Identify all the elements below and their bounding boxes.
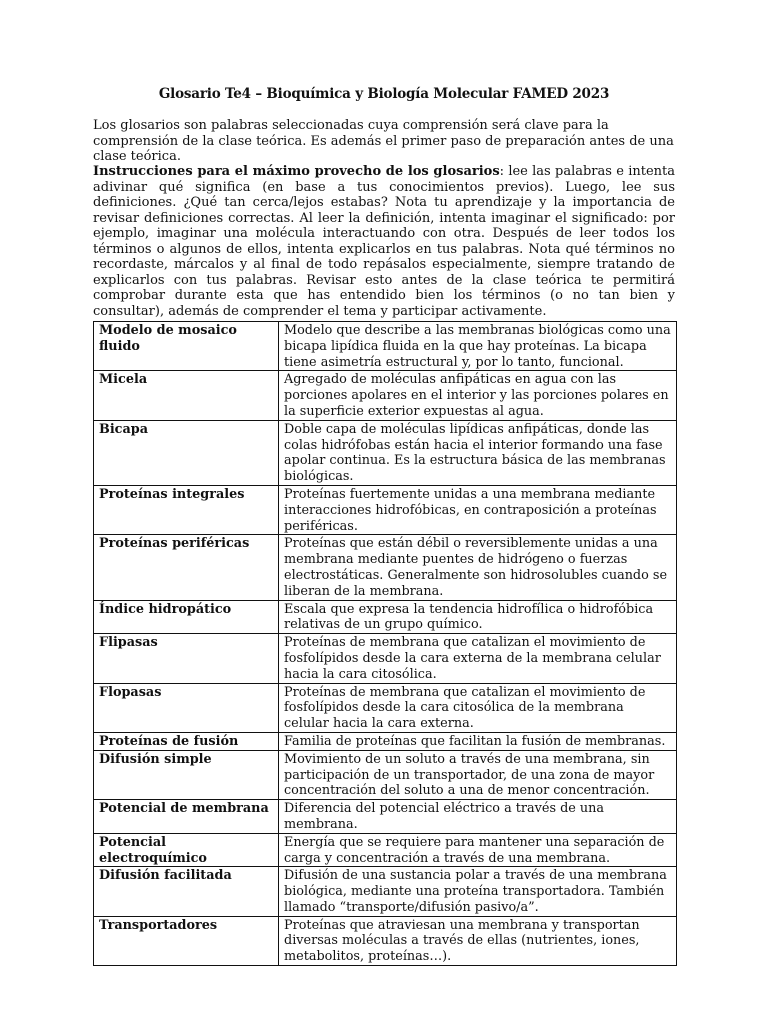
glossary-row	[94, 420, 677, 485]
glossary-definition: Agregado de moléculas anfipáticas en agua con las porciones apolares en el interior y las porciones polares en la superficie exterior expuestas al agua.	[279, 371, 677, 420]
intro-paragraph: Los glosarios son palabras seleccionadas cuya comprensión será clave para la comprensión de la clase teórica. Es además el primer paso de preparación antes de una clase teórica.	[93, 118, 674, 165]
glossary-table	[93, 321, 677, 966]
glossary-term: Bicapa	[94, 420, 279, 485]
glossary-term: Potencial de membrana	[94, 800, 279, 834]
glossary-definition: Proteínas de membrana que catalizan el movimiento de fosfolípidos desde la cara externa de la membrana celular hacia la cara citosólica.	[279, 634, 677, 683]
glossary-term: Índice hidropático	[94, 600, 279, 634]
glossary-term: Proteínas de fusión	[94, 732, 279, 750]
glossary-definition: Difusión de una sustancia polar a través de una membrana biológica, mediante una proteína transportadora. También llamado “transporte/difusión pasivo/a”.	[279, 867, 677, 916]
glossary-term: Flopasas	[94, 683, 279, 732]
instructions-paragraph	[93, 164, 675, 319]
glossary-definition: Energía que se requiere para mantener una separación de carga y concentración a través de una membrana.	[279, 833, 677, 867]
glossary-term: Difusión simple	[94, 750, 279, 799]
glossary-term: Proteínas integrales	[94, 485, 279, 534]
glossary-definition: Proteínas de membrana que catalizan el movimiento de fosfolípidos desde la cara citosólica de la membrana celular hacia la cara externa.	[279, 683, 677, 732]
glossary-row	[94, 916, 677, 965]
glossary-row	[94, 732, 677, 750]
glossary-row	[94, 683, 677, 732]
glossary-row	[94, 322, 677, 371]
instructions-text: : lee las palabras e intenta adivinar qué significa (en base a tus conocimientos previos). Luego, lee sus definiciones. ¿Qué tan cerca/lejos estabas? Nota tu aprendizaje y la importancia de revisar definiciones correctas. Al leer la definición, intenta imaginar el significado: por ejemplo, imaginar una molécula interactuando con otra. Después de leer todos los términos o algunos de ellos, intenta explicarlos en tus palabras. Nota qué términos no recordaste, márcalos y al final de todo repásalos especialmente, siempre tratando de explicarlos con tus palabras. Revisar esto antes de la clase teórica te permitirá comprobar durante esta que has entendido bien los términos (o no tan bien y consultar), además de comprender el tema y participar activamente.	[93, 164, 676, 319]
glossary-row	[94, 867, 677, 916]
glossary-definition: Escala que expresa la tendencia hidrofílica o hidrofóbica relativas de un grupo químico.	[279, 600, 677, 634]
instructions-label: Instrucciones para el máximo provecho de los glosarios	[93, 164, 500, 179]
glossary-term: Potencial electroquímico	[94, 833, 279, 867]
glossary-row	[94, 800, 677, 834]
glossary-definition: Modelo que describe a las membranas biológicas como una bicapa lipídica fluida en la que hay proteínas. La bicapa tiene asimetría estructural y, por lo tanto, funcional.	[279, 322, 677, 371]
document-title: Glosario Te4 – Bioquímica y Biología Molecular FAMED 2023	[158, 86, 610, 102]
glossary-definition: Doble capa de moléculas lipídicas anfipáticas, donde las colas hidrófobas están hacia el interior formando una fase apolar continua. Es la estructura básica de las membranas biológicas.	[279, 420, 677, 485]
glossary-definition: Movimiento de un soluto a través de una membrana, sin participación de un transportador, de una zona de mayor concentración del soluto a una de menor concentración.	[279, 750, 677, 799]
glossary-row	[94, 600, 677, 634]
glossary-row	[94, 833, 677, 867]
glossary-row	[94, 485, 677, 534]
glossary-definition: Familia de proteínas que facilitan la fusión de membranas.	[279, 732, 677, 750]
glossary-term: Flipasas	[94, 634, 279, 683]
glossary-definition: Proteínas fuertemente unidas a una membrana mediante interacciones hidrofóbicas, en contraposición a proteínas periféricas.	[279, 485, 677, 534]
glossary-definition: Diferencia del potencial eléctrico a través de una membrana.	[279, 800, 677, 834]
glossary-term: Modelo de mosaico fluido	[94, 322, 279, 371]
glossary-row	[94, 535, 677, 600]
glossary-definition: Proteínas que están débil o reversiblemente unidas a una membrana mediante puentes de hidrógeno o fuerzas electrostáticas. Generalmente son hidrosolubles cuando se liberan de la membrana.	[279, 535, 677, 600]
glossary-definition: Proteínas que atraviesan una membrana y transportan diversas moléculas a través de ellas (nutrientes, iones, metabolitos, proteínas…).	[279, 916, 677, 965]
glossary-term: Difusión facilitada	[94, 867, 279, 916]
glossary-row	[94, 634, 677, 683]
glossary-row	[94, 750, 677, 799]
glossary-term: Transportadores	[94, 916, 279, 965]
glossary-term: Proteínas periféricas	[94, 535, 279, 600]
glossary-term: Micela	[94, 371, 279, 420]
glossary-row	[94, 371, 677, 420]
